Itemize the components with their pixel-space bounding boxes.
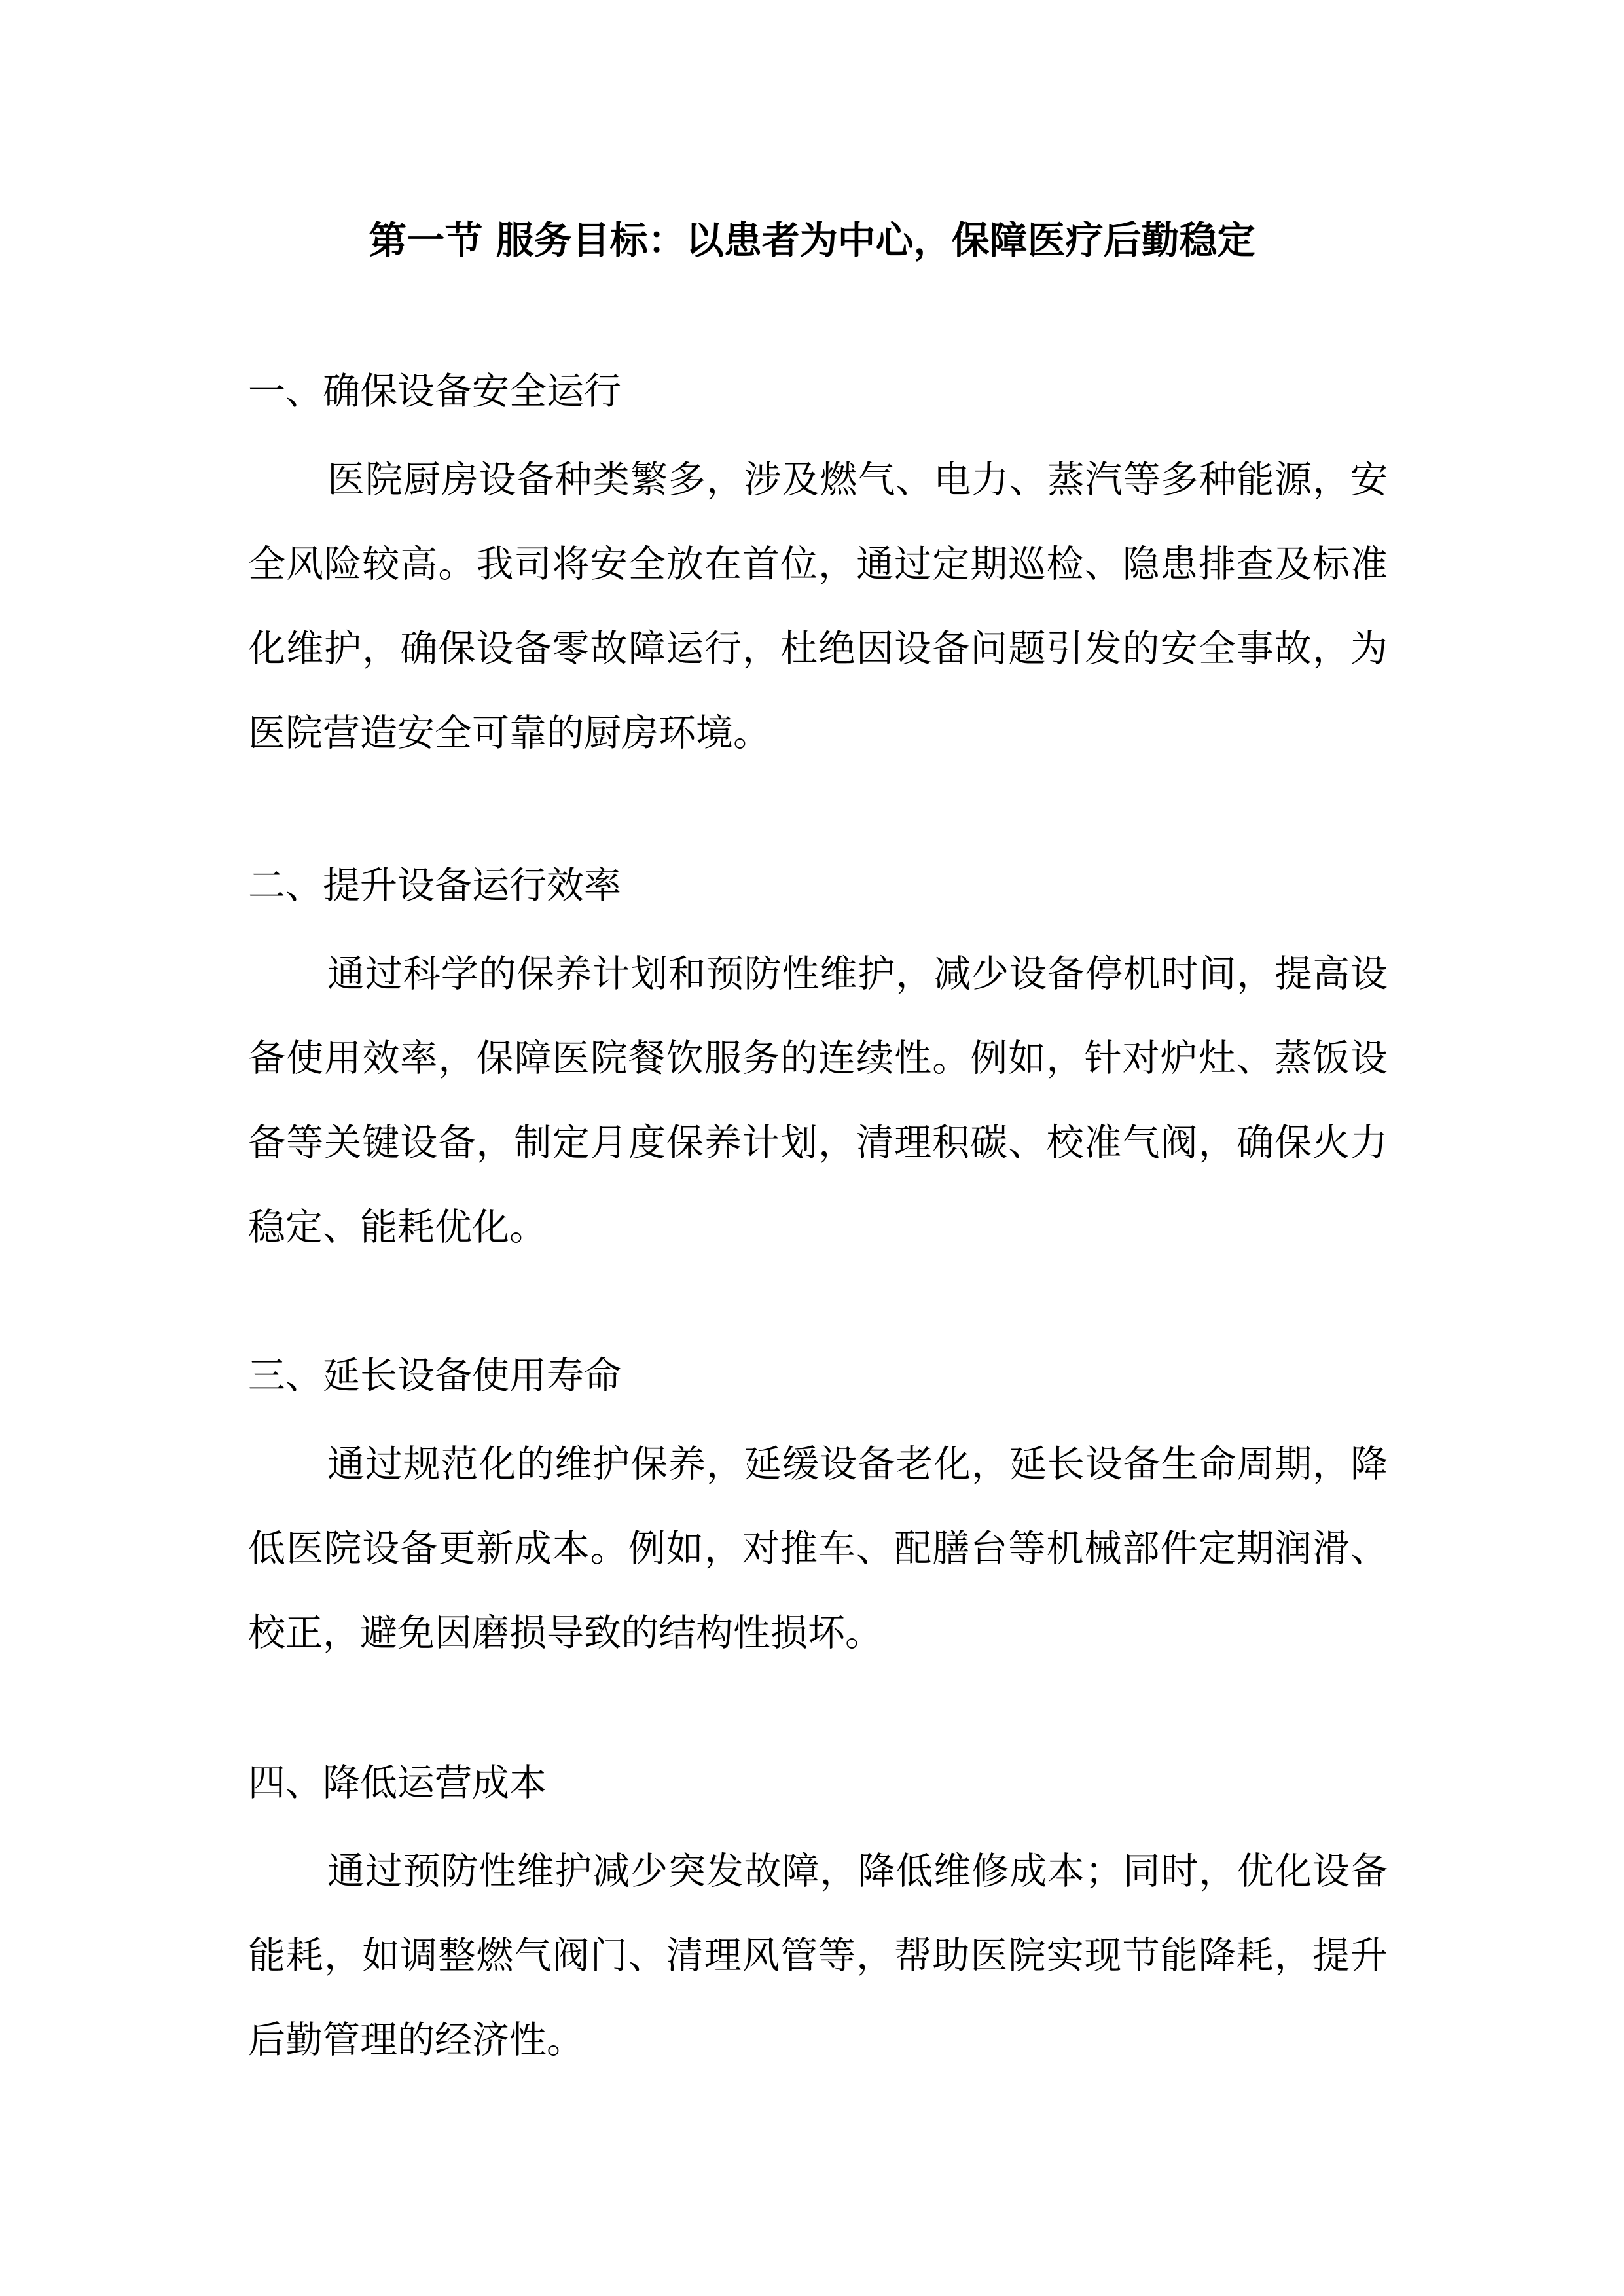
paragraph-line: 校正，避免因磨损导致的结构性损坏。 bbox=[248, 1611, 882, 1655]
paragraph-line: 通过预防性维护减少突发故障，降低维修成本；同时，优化设备 bbox=[327, 1850, 1388, 1893]
page-title: 第一节 服务目标：以患者为中心，保障医疗后勤稳定 bbox=[369, 218, 1255, 262]
paragraph-line: 低医院设备更新成本。例如，对推车、配膳台等机械部件定期润滑、 bbox=[248, 1527, 1388, 1570]
paragraph-line: 医院营造安全可靠的厨房环境。 bbox=[248, 711, 770, 755]
section-heading: 一、确保设备安全运行 bbox=[248, 370, 621, 413]
paragraph-line: 稳定、能耗优化。 bbox=[248, 1206, 547, 1249]
paragraph-line: 备等关键设备，制定月度保养计划，清理积碳、校准气阀，确保火力 bbox=[248, 1121, 1388, 1164]
paragraph-line: 全风险较高。我司将安全放在首位，通过定期巡检、隐患排查及标准 bbox=[248, 543, 1388, 586]
section-heading: 四、降低运营成本 bbox=[248, 1761, 547, 1804]
paragraph-line: 后勤管理的经济性。 bbox=[248, 2018, 584, 2062]
paragraph-line: 化维护，确保设备零故障运行，杜绝因设备问题引发的安全事故，为 bbox=[248, 627, 1388, 670]
paragraph-line: 备使用效率，保障医院餐饮服务的连续性。例如，针对炉灶、蒸饭设 bbox=[248, 1037, 1388, 1080]
paragraph-line: 能耗，如调整燃气阀门、清理风管等，帮助医院实现节能降耗，提升 bbox=[248, 1934, 1388, 1977]
paragraph-line: 通过科学的保养计划和预防性维护，减少设备停机时间，提高设 bbox=[327, 952, 1388, 996]
section-heading: 二、提升设备运行效率 bbox=[248, 864, 621, 907]
paragraph-line: 医院厨房设备种类繁多，涉及燃气、电力、蒸汽等多种能源，安 bbox=[327, 458, 1388, 501]
paragraph-line: 通过规范化的维护保养，延缓设备老化，延长设备生命周期，降 bbox=[327, 1443, 1388, 1486]
section-heading: 三、延长设备使用寿命 bbox=[248, 1354, 621, 1397]
